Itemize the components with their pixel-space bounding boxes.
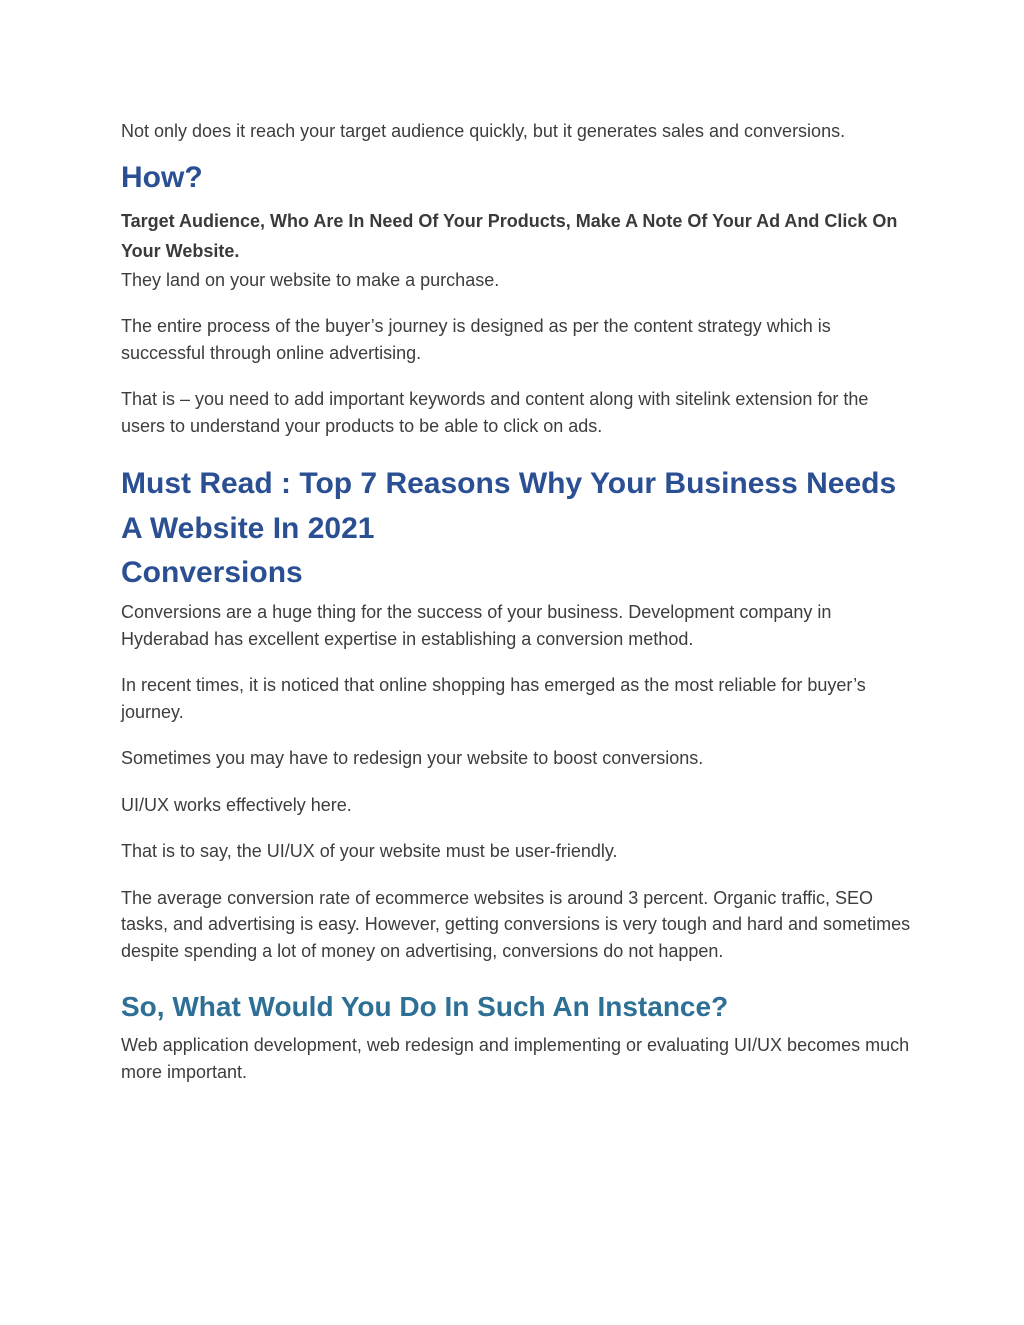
conversions-paragraph-6: The average conversion rate of ecommerce websites is around 3 percent. Organic traffic, SEO tasks, and advertising is easy. However, getting conversions is very tough and hard and sometimes despite spending a lot of money on advertising, conversions do not happen. [121,887,911,961]
heading-how: How? [121,160,203,194]
how-paragraph-2: The entire process of the buyer’s journey is designed as per the content strategy which is successful through online advertising. [121,316,831,363]
how-lead-text: Target Audience, Who Are In Need Of Your Products, Make A Note Of Your Ad And Click On Your Website. [121,210,898,261]
heading-conversions: Conversions [121,556,303,589]
conversions-paragraph-2: In recent times, it is noticed that online shopping has emerged as the most reliable for buyer’s journey. [121,675,866,722]
heading-must-read: Must Read : Top 7 Reasons Why Your Business Needs A Website In 2021 [121,467,897,545]
conversions-paragraph-5: That is to say, the UI/UX of your website must be user-friendly. [121,841,618,861]
heading-instance: So, What Would You Do In Such An Instance? [121,991,729,1022]
instance-paragraph-1: Web application development, web redesign and implementing or evaluating UI/UX becomes much more important. [121,1035,910,1082]
conversions-paragraph-3: Sometimes you may have to redesign your website to boost conversions. [121,748,704,768]
how-paragraph-1: They land on your website to make a purchase. [121,269,500,290]
how-paragraph-3: That is – you need to add important keywords and content along with sitelink extension for the users to understand your products to be able to click on ads. [121,389,869,436]
document-page [121,118,911,1085]
conversions-paragraph-4: UI/UX works effectively here. [121,794,352,815]
intro-paragraph: Not only does it reach your target audience quickly, but it generates sales and conversions. [121,121,846,141]
conversions-paragraph-1: Conversions are a huge thing for the success of your business. Development company in Hyderabad has excellent expertise in establishing a conversion method. [121,602,832,649]
